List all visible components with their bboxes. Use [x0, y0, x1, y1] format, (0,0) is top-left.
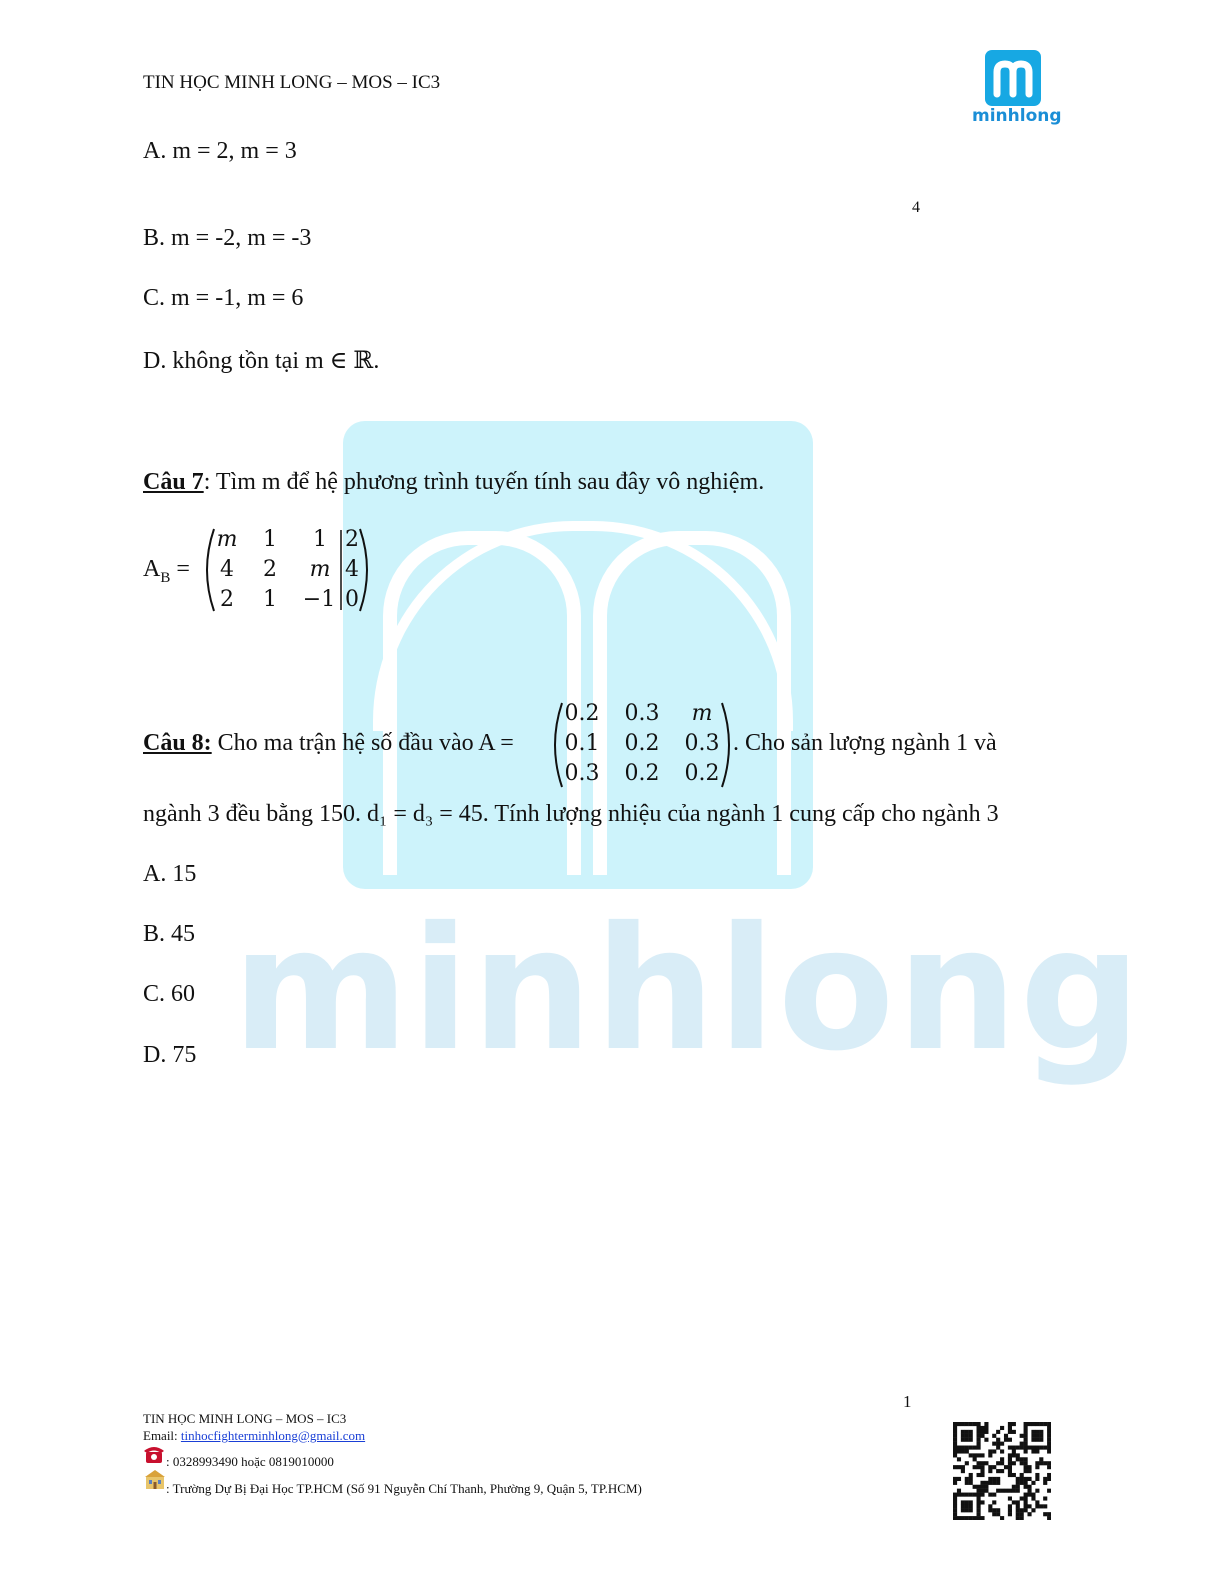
- q7-question: [143, 469, 764, 496]
- footer-title: TIN HỌC MINH LONG – MOS – IC3: [143, 1411, 347, 1426]
- q7-cell: 1: [313, 527, 327, 552]
- q7-cell: m: [309, 557, 331, 582]
- q8-question-line1: [143, 730, 514, 757]
- q7-cell: 1: [263, 587, 277, 612]
- q7-cell: 2: [263, 557, 277, 582]
- q7-cell: 1: [263, 527, 277, 552]
- q8-cell: 0.3: [684, 731, 720, 756]
- q6-option-d: D. không tồn tại m ∈ ℝ.: [143, 348, 380, 374]
- q8-cell: 0.2: [564, 701, 600, 726]
- q7-cell: 2: [220, 587, 234, 612]
- footer-email-link[interactable]: tinhocfighterminhlong@gmail.com: [180, 1428, 366, 1443]
- q7-cell: 4: [220, 557, 234, 582]
- q7-cell: −1: [302, 587, 336, 612]
- watermark-text: minhlong: [232, 891, 1144, 1089]
- q8-option-b: B. 45: [143, 921, 196, 947]
- q7-augmented-matrix: [198, 525, 378, 615]
- q8-cell: 0.2: [624, 731, 660, 756]
- footer-email-line: [143, 1428, 365, 1444]
- q8-cell: 0.2: [624, 761, 660, 786]
- q7-cell: 0: [345, 587, 359, 612]
- q8-option-c: C. 60: [143, 981, 196, 1007]
- telephone-icon: [143, 1444, 165, 1464]
- q8-cell: 0.3: [624, 701, 660, 726]
- q6-option-c: C. m = -1, m = 6: [143, 285, 304, 311]
- logo-wordmark: minhlong: [972, 106, 1062, 126]
- q8-coefficient-matrix: [548, 699, 738, 791]
- q7-matrix-label: $A_B$ =: [143, 556, 190, 586]
- q8-label: Câu 8:: [143, 730, 212, 756]
- footer-address: : Trường Dự Bị Đại Học TP.HCM (Số 91 Nguyễn Chí Thanh, Phường 9, Quận 5, TP.HCM): [166, 1481, 642, 1496]
- q7-cell: m: [216, 527, 238, 552]
- page-header: TIN HỌC MINH LONG – MOS – IC3: [143, 72, 441, 93]
- q7-text: : Tìm m để hệ phương trình tuyến tính sau đây vô nghiệm.: [203, 469, 765, 495]
- q8-cell: 0.2: [684, 761, 720, 786]
- q8-cell: 0.3: [564, 761, 600, 786]
- q6-option-a: A. m = 2, m = 3: [143, 138, 297, 164]
- q8-question-line2: ngành 3 đều bằng 150. d₁ = d₃ = 45. Tính lượng nhiệu của ngành 1 cung cấp cho ngành 3: [143, 801, 999, 827]
- footer-phone: : 0328993490 hoặc 0819010000: [166, 1454, 334, 1469]
- q8-option-d: D. 75: [143, 1042, 197, 1068]
- q8-cell: m: [691, 701, 713, 726]
- q7-label: Câu 7: [143, 469, 204, 495]
- qr-code-icon: [953, 1422, 1051, 1520]
- footer-email-label: Email:: [143, 1428, 181, 1443]
- q6-option-b: B. m = -2, m = -3: [143, 225, 312, 251]
- q7-cell: 2: [345, 527, 359, 552]
- school-building-icon: [143, 1468, 167, 1490]
- q8-text-before: Cho ma trận hệ số đầu vào A =: [211, 730, 514, 756]
- minhlong-logo-icon: [985, 50, 1041, 106]
- q8-option-a: A. 15: [143, 861, 197, 887]
- q8-cell: 0.1: [564, 731, 600, 756]
- q7-cell: 4: [345, 557, 359, 582]
- stray-number: 4: [912, 199, 920, 216]
- q8-text-after: . Cho sản lượng ngành 1 và: [733, 730, 997, 756]
- page-number: 1: [903, 1392, 912, 1411]
